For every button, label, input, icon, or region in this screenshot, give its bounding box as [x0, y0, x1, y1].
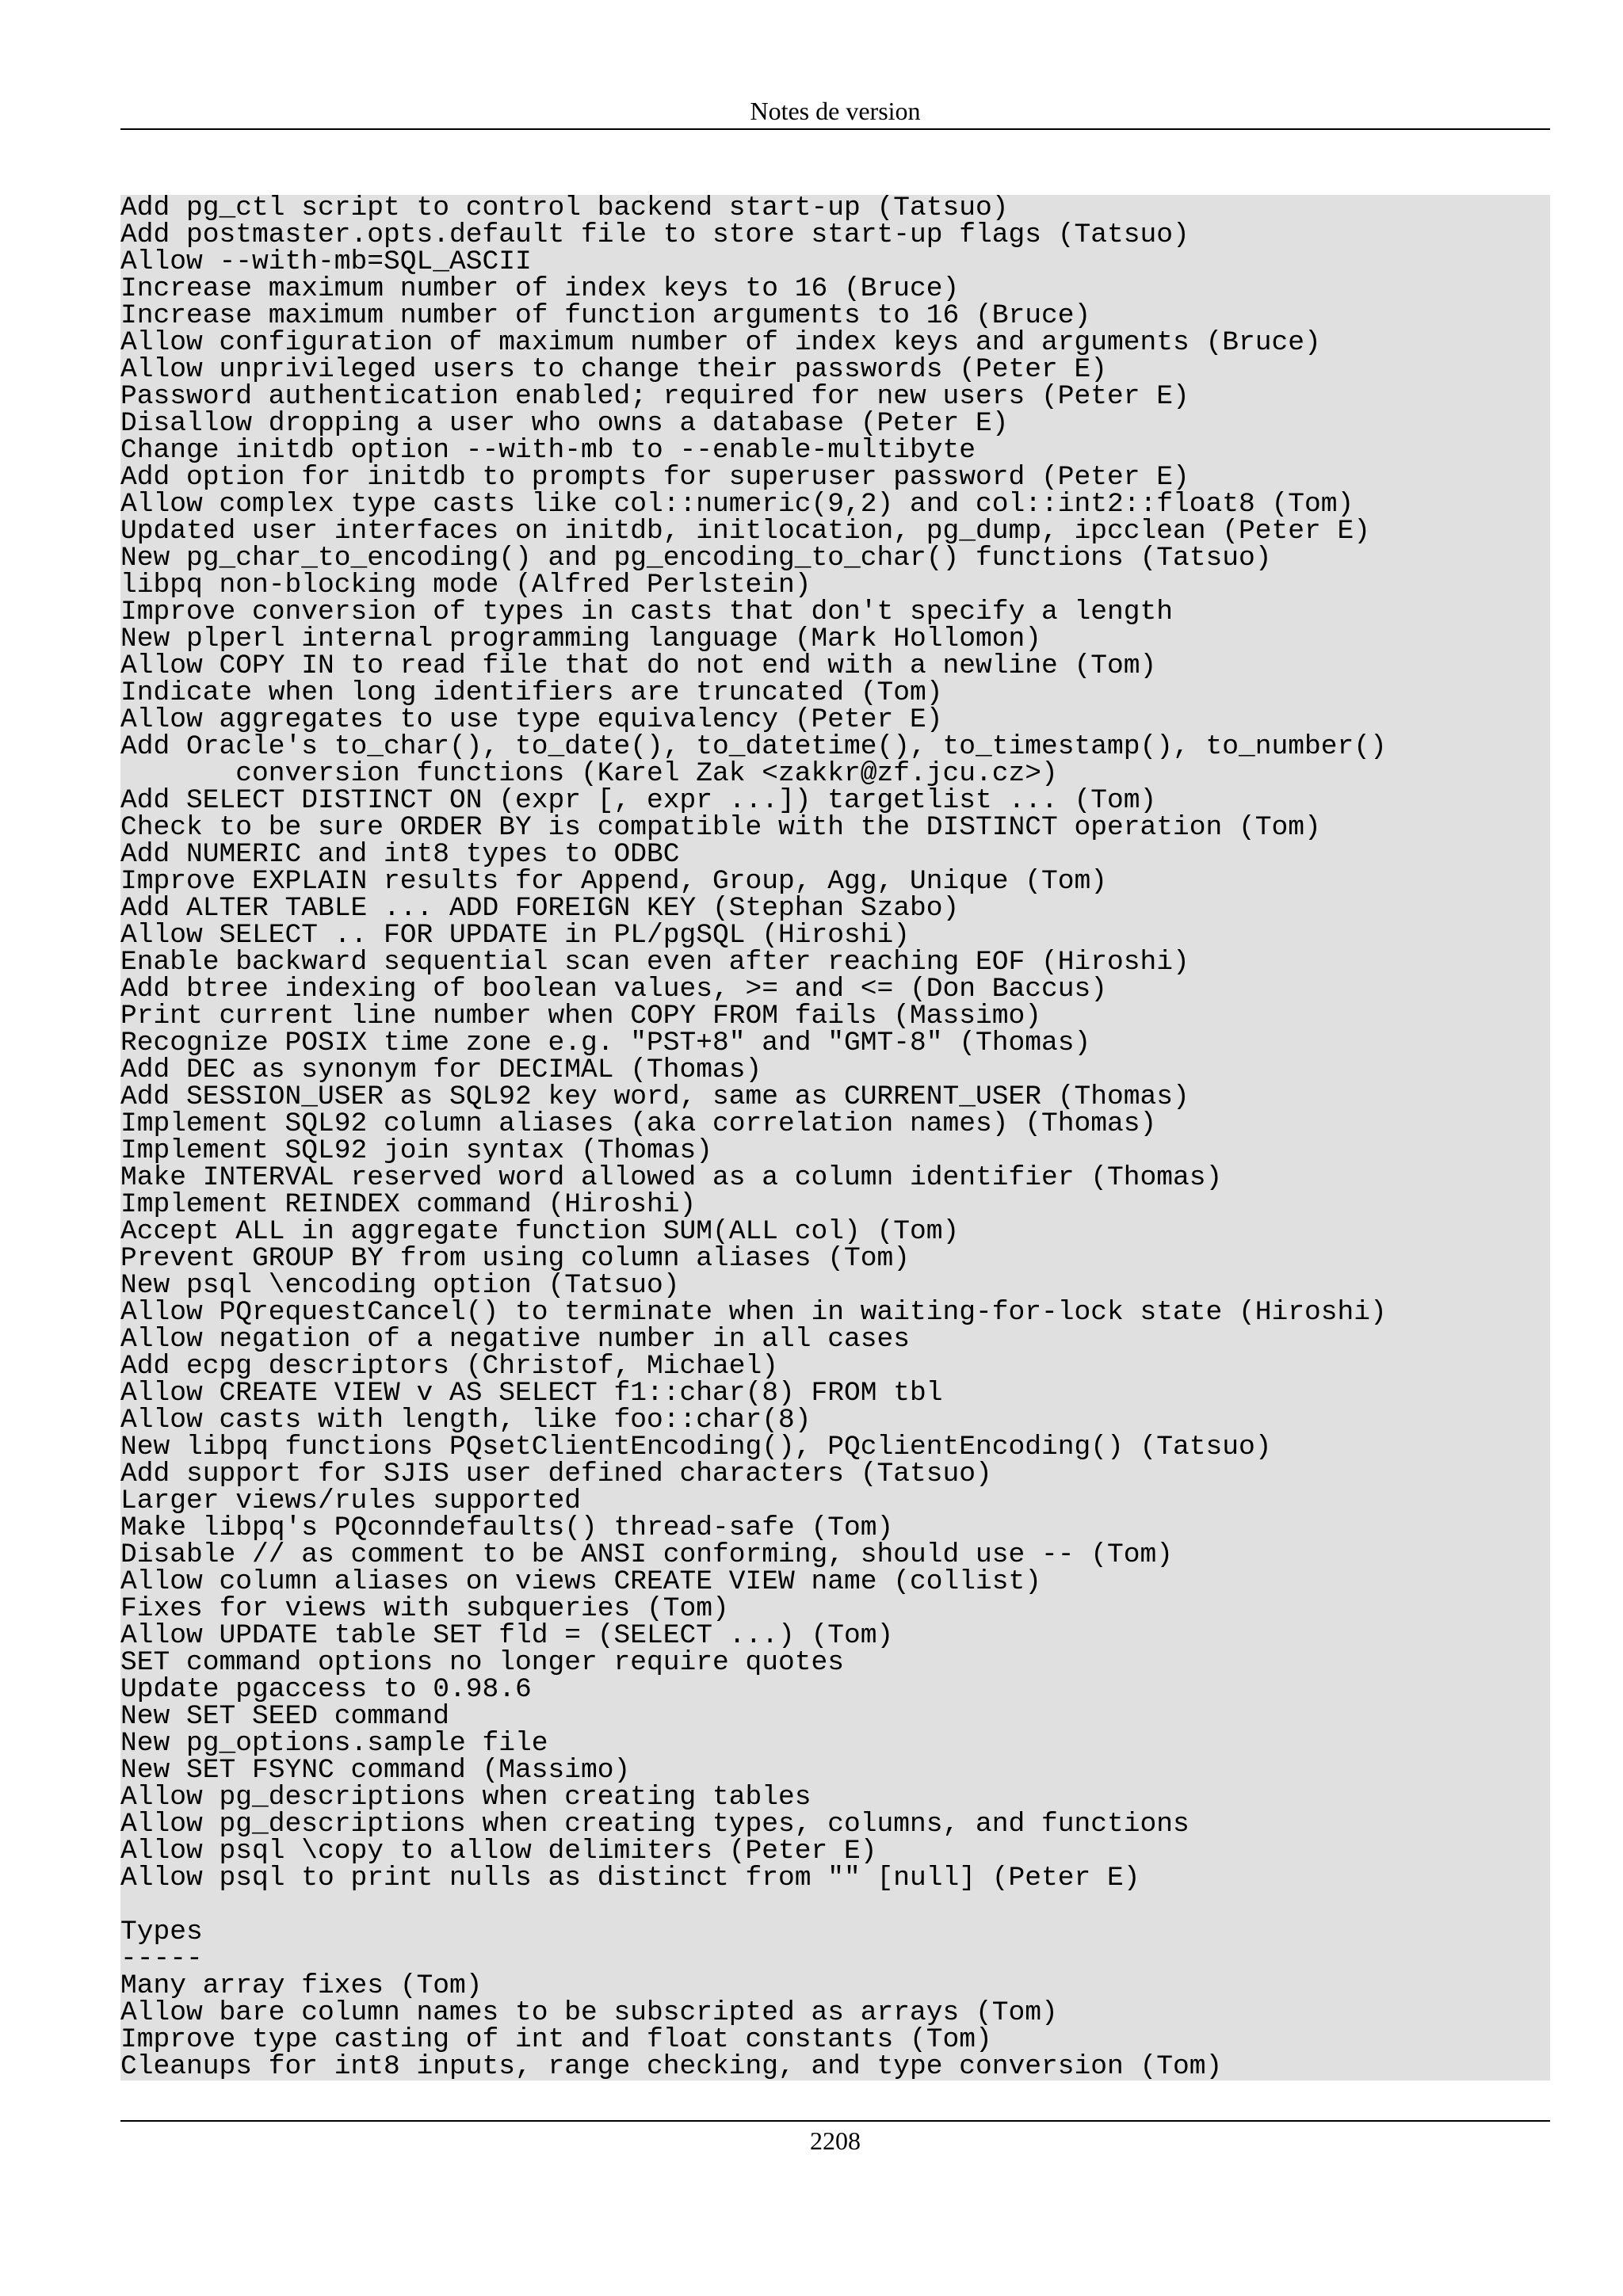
code-line: Allow unprivileged users to change their passwords (Peter E): [120, 354, 1108, 385]
code-line: Add ALTER TABLE ... ADD FOREIGN KEY (Stephan Szabo): [120, 893, 960, 924]
code-line: Improve EXPLAIN results for Append, Group, Agg, Unique (Tom): [120, 866, 1108, 897]
code-line: Types: [120, 1917, 203, 1947]
code-line: Allow negation of a negative number in all cases: [120, 1324, 911, 1355]
code-line: Cleanups for int8 inputs, range checking, and type conversion (Tom): [120, 2051, 1223, 2081]
code-line: Allow column aliases on views CREATE VIEW name (collist): [120, 1566, 1042, 1597]
code-line: New psql \encoding option (Tatsuo): [120, 1270, 680, 1301]
code-line: New libpq functions PQsetClientEncoding(), PQclientEncoding() (Tatsuo): [120, 1432, 1272, 1463]
code-line: Add DEC as synonym for DECIMAL (Thomas): [120, 1055, 762, 1085]
code-line: Make INTERVAL reserved word allowed as a column identifier (Thomas): [120, 1162, 1223, 1193]
code-line: New plperl internal programming language (Mark Hollomon): [120, 624, 1042, 654]
code-line: Indicate when long identifiers are truncated (Tom): [120, 677, 943, 708]
code-line: Allow --with-mb=SQL_ASCII: [120, 246, 532, 277]
code-line: Enable backward sequential scan even after reaching EOF (Hiroshi): [120, 947, 1190, 978]
code-line: Add Oracle's to_char(), to_date(), to_datetime(), to_timestamp(), to_number(): [120, 731, 1387, 762]
code-line: Allow UPDATE table SET fld = (SELECT ...) (Tom): [120, 1620, 894, 1651]
footer-divider: [120, 2120, 1550, 2122]
code-line: [120, 1892, 1550, 1919]
code-line: Allow psql \copy to allow delimiters (Peter E): [120, 1836, 877, 1867]
code-line: Implement SQL92 join syntax (Thomas): [120, 1135, 713, 1166]
code-line: Improve type casting of int and float constants (Tom): [120, 2024, 992, 2055]
code-line: Print current line number when COPY FROM fails (Massimo): [120, 1001, 1042, 1032]
code-line: Prevent GROUP BY from using column aliases (Tom): [120, 1243, 911, 1274]
release-notes-code-block: [120, 195, 1550, 2081]
code-line: conversion functions (Karel Zak <zakkr@zf.jcu.cz>): [120, 758, 1058, 789]
code-line: Implement SQL92 column aliases (aka correlation names) (Thomas): [120, 1108, 1157, 1139]
code-line: Allow configuration of maximum number of index keys and arguments (Bruce): [120, 327, 1321, 358]
code-line: SET command options no longer require quotes: [120, 1647, 845, 1678]
code-line: Many array fixes (Tom): [120, 1970, 483, 2001]
code-line: Change initdb option --with-mb to --enable-multibyte: [120, 435, 976, 466]
code-line: Password authentication enabled; required for new users (Peter E): [120, 381, 1190, 412]
code-line: Increase maximum number of index keys to 16 (Bruce): [120, 273, 960, 304]
code-line: Disable // as comment to be ANSI conforming, should use -- (Tom): [120, 1539, 1174, 1570]
code-line: Update pgaccess to 0.98.6: [120, 1674, 532, 1705]
code-line: Allow COPY IN to read file that do not end with a newline (Tom): [120, 650, 1157, 681]
page-header-title: Notes de version: [750, 97, 921, 125]
code-line: Implement REINDEX command (Hiroshi): [120, 1189, 697, 1220]
code-line: Allow PQrequestCancel() to terminate when in waiting-for-lock state (Hiroshi): [120, 1297, 1387, 1328]
code-line: Add SELECT DISTINCT ON (expr [, expr ...]) targetlist ... (Tom): [120, 785, 1157, 816]
code-line: Add support for SJIS user defined characters (Tatsuo): [120, 1459, 992, 1489]
code-line: Add NUMERIC and int8 types to ODBC: [120, 839, 680, 870]
code-line: Allow pg_descriptions when creating tables: [120, 1782, 812, 1813]
code-line: libpq non-blocking mode (Alfred Perlstein): [120, 570, 812, 601]
code-line: Add postmaster.opts.default file to store start-up flags (Tatsuo): [120, 219, 1190, 250]
code-line: Allow aggregates to use type equivalency (Peter E): [120, 704, 943, 735]
code-line: New SET FSYNC command (Massimo): [120, 1755, 631, 1786]
code-line: Allow SELECT .. FOR UPDATE in PL/pgSQL (Hiroshi): [120, 920, 911, 951]
header-divider: [120, 128, 1550, 130]
code-line: Fixes for views with subqueries (Tom): [120, 1593, 729, 1624]
code-line: Allow psql to print nulls as distinct from "" [null] (Peter E): [120, 1863, 1140, 1894]
code-line: Updated user interfaces on initdb, initlocation, pg_dump, ipcclean (Peter E): [120, 516, 1371, 547]
code-line: New pg_char_to_encoding() and pg_encoding_to_char() functions (Tatsuo): [120, 543, 1272, 574]
code-line: Allow bare column names to be subscripted as arrays (Tom): [120, 1997, 1058, 2028]
code-line: Add btree indexing of boolean values, >= and <= (Don Baccus): [120, 974, 1108, 1005]
code-line: Accept ALL in aggregate function SUM(ALL col) (Tom): [120, 1216, 960, 1247]
page-number: 2208: [810, 2126, 861, 2155]
code-line: Make libpq's PQconndefaults() thread-safe (Tom): [120, 1512, 894, 1543]
code-line: Add pg_ctl script to control backend start-up (Tatsuo): [120, 195, 1009, 223]
code-line: Add SESSION_USER as SQL92 key word, same as CURRENT_USER (Thomas): [120, 1081, 1190, 1112]
code-line: Add ecpg descriptors (Christof, Michael): [120, 1351, 779, 1382]
code-line: Disallow dropping a user who owns a database (Peter E): [120, 408, 1009, 439]
code-line: -----: [120, 1943, 203, 1974]
code-line: Add option for initdb to prompts for superuser password (Peter E): [120, 462, 1190, 493]
code-line: Allow complex type casts like col::numeric(9,2) and col::int2::float8 (Tom): [120, 489, 1354, 520]
code-line: Allow CREATE VIEW v AS SELECT f1::char(8) FROM tbl: [120, 1378, 943, 1409]
code-line: Allow casts with length, like foo::char(8): [120, 1405, 812, 1436]
code-line: Recognize POSIX time zone e.g. "PST+8" and "GMT-8" (Thomas): [120, 1028, 1091, 1058]
code-line: Improve conversion of types in casts that don't specify a length: [120, 597, 1174, 627]
code-line: Allow pg_descriptions when creating types, columns, and functions: [120, 1809, 1190, 1840]
code-line: New pg_options.sample file: [120, 1728, 548, 1759]
code-line: Increase maximum number of function arguments to 16 (Bruce): [120, 300, 1091, 331]
code-line: Check to be sure ORDER BY is compatible with the DISTINCT operation (Tom): [120, 812, 1321, 843]
code-line: Larger views/rules supported: [120, 1486, 582, 1516]
code-line: New SET SEED command: [120, 1701, 450, 1732]
